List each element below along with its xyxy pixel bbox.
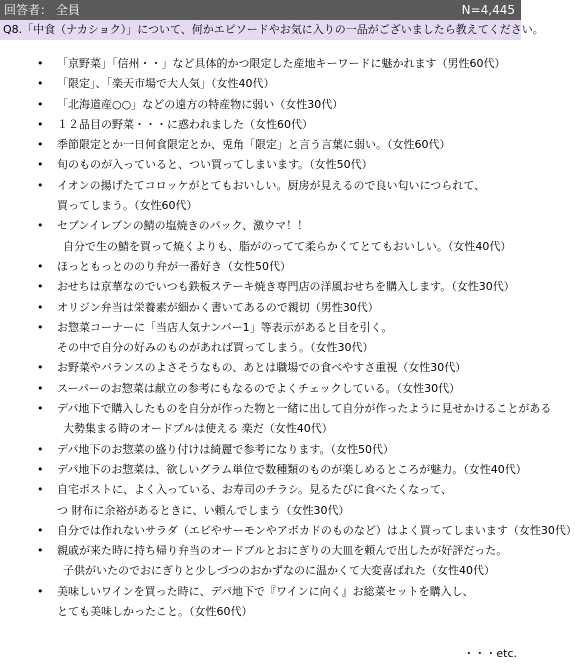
bullet-icon: • [37, 158, 44, 172]
list-item [0, 115, 521, 135]
list-item [0, 155, 521, 175]
bullet-icon: • [37, 320, 44, 334]
answer-line: 「北海道産○○」などの遠方の特産物に弱い（女性30代） [57, 97, 344, 111]
list-item [0, 135, 521, 155]
bullet-icon: • [37, 361, 44, 375]
list-item [0, 216, 521, 257]
answer-line: デパ地下のお惣菜の盛り付けは綺麗で参考になります。（女性50代） [57, 442, 394, 456]
bullet-icon: • [37, 97, 44, 111]
list-item [0, 277, 521, 297]
answer-line: 旬のものが入っていると、つい買ってしまいます。（女性50代） [57, 158, 373, 172]
bullet-icon: • [37, 77, 44, 91]
answer-list [0, 54, 577, 622]
respondent-header [0, 0, 521, 20]
bullet-icon: • [37, 280, 44, 294]
answer-line: ほっともっとののり弁が一番好き（女性50代） [57, 259, 291, 273]
answer-line: セブンイレブンの鯖の塩焼きのパック、激ウマ！！ [57, 219, 309, 233]
bullet-icon: • [37, 442, 44, 456]
answer-line: デパ地下で購入したものを自分が作った物と一緒に出して自分が作ったように見せかけることがある [57, 402, 552, 416]
answer-line: オリジン弁当は栄養素が細かく書いてあるので親切（男性30代） [57, 300, 379, 314]
answer-line: 子供がいたのでおにぎりと少しづつのおかずなのに温かくて大変喜ばれた（女性40代） [63, 564, 495, 578]
question-text: Q8.「中食（ナカショク）」について、何かエピソードやお気に入りの一品がございましたら教えてください。 [3, 23, 544, 36]
answer-line: 自分では作れないサラダ（エビやサーモンやアボカドのものなど）はよく買ってしまいます（女性30代） [57, 523, 577, 537]
list-item [0, 582, 521, 623]
list-item [0, 460, 527, 480]
bullet-icon: • [37, 117, 44, 131]
bullet-icon: • [37, 544, 44, 558]
list-item [0, 358, 521, 378]
list-item [0, 257, 521, 277]
list-item [0, 379, 521, 399]
answer-line: 自宅ポストに、よく入っている、お寿司のチラシ。見るたびに食べたくなって、 [57, 483, 452, 497]
answer-line: 買ってしまう。（女性60代） [57, 199, 198, 213]
answer-line: 親戚が来た時に持ち帰り弁当のオードブルとおにぎりの大皿を頼んで出したが好評だった。 [57, 544, 508, 558]
list-item [0, 399, 552, 440]
answer-line: 美味しいワインを買った時に、デパ地下で『ワインに向く』お総菜セットを購入し、 [57, 584, 474, 598]
list-item [0, 54, 521, 74]
answer-line: その中で自分の好みのものがあれば買ってしまう。（女性30代） [57, 341, 374, 355]
answer-line: つ 財布に余裕があるときに、い頼んでしまう（女性30代） [57, 503, 350, 517]
bullet-icon: • [37, 584, 44, 598]
bullet-icon: • [37, 523, 44, 537]
list-item [0, 521, 577, 541]
list-item [0, 95, 521, 115]
list-item [0, 74, 521, 94]
bullet-icon: • [37, 178, 44, 192]
answer-line: 自分で生の鯖を買って焼くよりも、脂がのってて柔らかくてとてもおいしい。（女性40代） [63, 239, 512, 253]
list-item [0, 318, 521, 359]
list-item [0, 541, 521, 582]
bullet-icon: • [37, 483, 44, 497]
answer-line: とても美味しかったこと。（女性60代） [57, 605, 253, 619]
bullet-icon: • [37, 402, 44, 416]
answer-line: １２品目の野菜・・・に惑われました（女性60代） [57, 117, 313, 131]
list-item [0, 176, 521, 217]
bullet-icon: • [37, 381, 44, 395]
sample-size: N=4,445 [461, 3, 515, 17]
answer-line: お野菜やバランスのよさそうなもの、あとは職場での食べやすさ重視（女性30代） [57, 361, 467, 375]
bullet-icon: • [37, 138, 44, 152]
answer-line: お惣菜コーナーに「当店人気ナンバー1」等表示があると目を引く。 [57, 320, 393, 334]
answer-line: 「京野菜」「信州・・」など具体的かつ限定した産地キーワードに魅かれます（男性60代） [57, 57, 506, 70]
bullet-icon: • [37, 259, 44, 273]
question-bar [0, 20, 544, 40]
bullet-icon: • [37, 219, 44, 233]
list-item [0, 298, 521, 318]
answer-line: スーパーのお惣菜は献立の参考にもなるのでよくチェックしている。（女性30代） [57, 381, 461, 395]
list-item [0, 480, 521, 521]
list-item [0, 440, 521, 460]
answer-line: 大勢集まる時のオードブルは使える 楽だ（女性40代） [63, 422, 333, 436]
answer-line: 「限定」、「楽天市場で大人気」（女性40代） [57, 77, 275, 91]
answer-line: 季節限定とか一日何食限定とか、兎角「限定」と言う言葉に弱い。（女性60代） [57, 138, 451, 152]
bullet-icon: • [37, 57, 44, 70]
bullet-icon: • [37, 300, 44, 314]
answer-line: おせちは京華なのでいつも鉄板ステーキ焼き専門店の洋風おせちを購入します。（女性30代） [57, 280, 515, 294]
respondents-label: 回答者： 全員 [4, 3, 80, 17]
etc-label: ・・・etc. [463, 647, 517, 660]
bullet-icon: • [37, 462, 44, 476]
answer-line: デパ地下のお惣菜は、欲しいグラム単位で数種類のものが楽しめるところが魅力。（女性40代） [57, 462, 527, 476]
answer-line: イオンの揚げたてコロッケがとてもおいしい。厨房が見えるので良い匂いにつられて、 [57, 178, 486, 192]
